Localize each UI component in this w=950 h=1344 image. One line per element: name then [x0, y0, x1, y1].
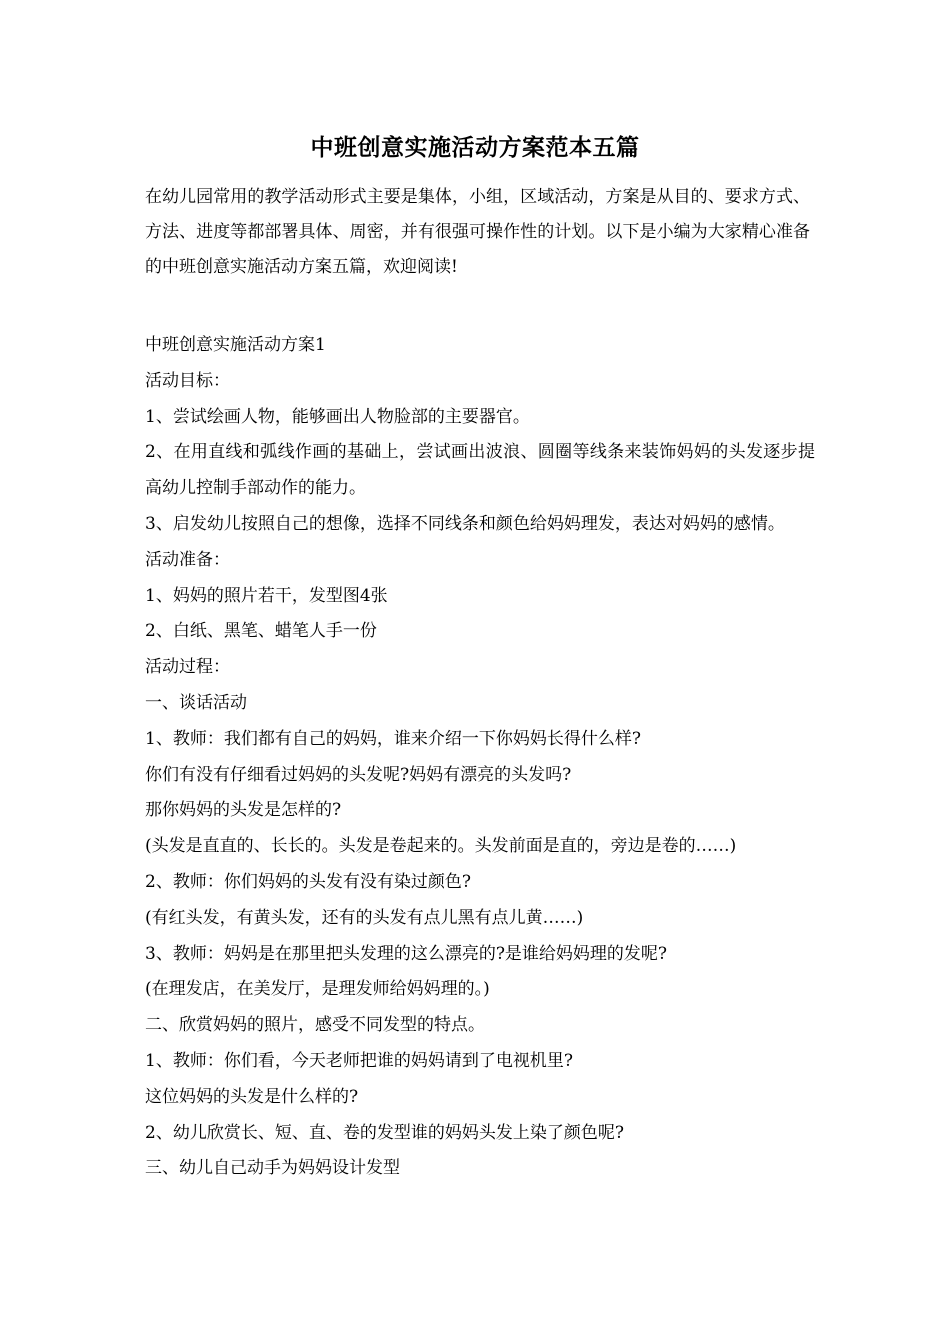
document-body: [145, 328, 815, 1187]
body-line: 1、教师：你们看，今天老师把谁的妈妈请到了电视机里?: [145, 1050, 573, 1071]
body-line: 1、教师：我们都有自己的妈妈，谁来介绍一下你妈妈长得什么样?: [145, 728, 641, 749]
section-heading: 中班创意实施活动方案1: [145, 335, 326, 355]
goal-item: 3、启发幼儿按照自己的想像，选择不同线条和颜色给妈妈理发，表达对妈妈的感情。: [145, 513, 785, 534]
subheading-preparation: 活动准备：: [145, 549, 230, 570]
body-line: (在理发店，在美发厅，是理发师给妈妈理的。): [145, 979, 490, 1000]
body-line: (头发是直直的、长长的。头发是卷起来的。头发前面是直的，旁边是卷的……): [145, 836, 737, 857]
process-step: 一、谈话活动: [145, 692, 247, 713]
body-line: 你们有没有仔细看过妈妈的头发呢?妈妈有漂亮的头发吗?: [145, 764, 572, 785]
body-line: 这位妈妈的头发是什么样的?: [145, 1086, 359, 1107]
subheading-process: 活动过程：: [145, 657, 230, 678]
body-line: 3、教师：妈妈是在那里把头发理的这么漂亮的?是谁给妈妈理的发呢?: [145, 943, 668, 964]
process-step: 二、欣赏妈妈的照片，感受不同发型的特点。: [145, 1015, 485, 1036]
preparation-item: 2、白纸、黑笔、蜡笔人手一份: [145, 621, 377, 642]
body-line: (有红头发，有黄头发，还有的头发有点儿黑有点儿黄……): [145, 907, 584, 928]
subheading-goals: 活动目标：: [145, 370, 230, 391]
body-line: 那你妈妈的头发是怎样的?: [145, 800, 342, 821]
process-step: 三、幼儿自己动手为妈妈设计发型: [145, 1158, 400, 1179]
body-line: 2、幼儿欣赏长、短、直、卷的发型谁的妈妈头发上染了颜色呢?: [145, 1122, 624, 1143]
goal-item: 1、尝试绘画人物，能够画出人物脸部的主要器官。: [145, 406, 530, 427]
preparation-item: 1、妈妈的照片若干，发型图4张: [145, 585, 388, 606]
body-line: 2、教师：你们妈妈的头发有没有染过颜色?: [145, 871, 471, 892]
goal-item: 2、在用直线和弧线作画的基础上，尝试画出波浪、圆圈等线条来装饰妈妈的头发逐步提高幼儿控制手部动作的能力。: [145, 442, 815, 499]
intro-paragraph: 在幼儿园常用的教学活动形式主要是集体，小组，区域活动，方案是从目的、要求方式、方法、进度等都部署具体、周密，并有很强可操作性的计划。以下是小编为大家精心准备的中班创意实施活动方案五篇，欢迎阅读!: [145, 187, 810, 277]
document-title: 中班创意实施活动方案范本五篇: [310, 134, 640, 161]
